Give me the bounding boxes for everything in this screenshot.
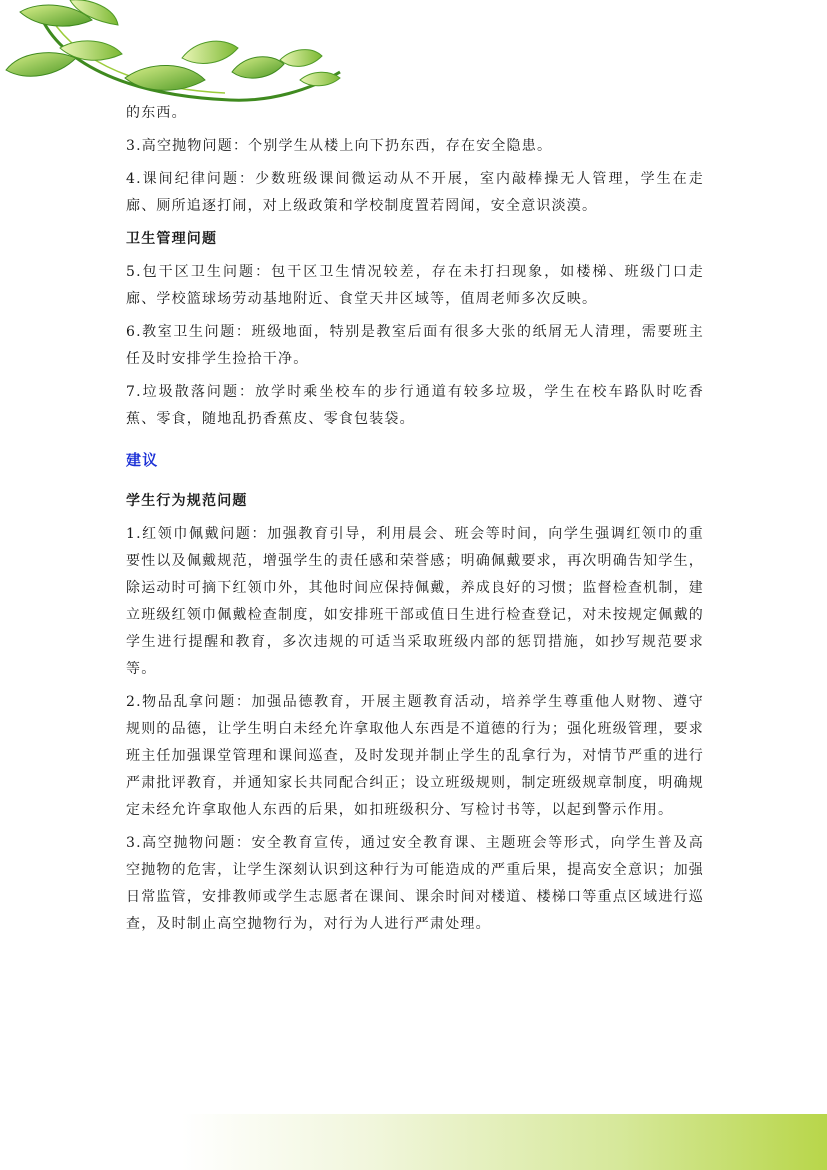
paragraph-recess-discipline: 4.课间纪律问题：少数班级课间微运动从不开展，室内敲棒操无人管理，学生在走廊、厕所追逐打闹，对上级政策和学校制度置若罔闻，安全意识淡漠。 (126, 171, 704, 214)
paragraph-assigned-area-hygiene: 5.包干区卫生问题：包干区卫生情况较差，存在未打扫现象，如楼梯、班级门口走廊、学校篮球场劳动基地附近、食堂天井区域等，值周老师多次反映。 (126, 264, 704, 307)
paragraph-red-scarf-suggestion: 1.红领巾佩戴问题：加强教育引导，利用晨会、班会等时间，向学生强调红领巾的重要性以及佩戴规范，增强学生的责任感和荣誉感；明确佩戴要求，再次明确告知学生，除运动时可摘下红领巾外，其他时间应保持佩戴，养成良好的习惯；监督检查机制，建立班级红领巾佩戴检查制度，如安排班干部或值日生进行检查登记，对未按规定佩戴的学生进行提醒和教育，多次违规的可适当采取班级内部的惩罚措施，如抄写规范要求等。 (126, 526, 704, 677)
paragraph-taking-items-suggestion: 2.物品乱拿问题：加强品德教育，开展主题教育活动，培养学生尊重他人财物、遵守规则的品德，让学生明白未经允许拿取他人东西是不道德的行为；强化班级管理，要求班主任加强课堂管理和课间巡查，及时发现并制止学生的乱拿行为，对情节严重的进行严肃批评教育，并通知家长共同配合纠正；设立班级规则，制定班级规章制度，明确规定未经允许拿取他人东西的后果，如扣班级积分、写检讨书等，以起到警示作用。 (126, 694, 704, 818)
heading-hygiene-management: 卫生管理问题 (126, 231, 218, 247)
section-title-suggestions: 建议 (126, 451, 159, 469)
document-body (126, 100, 704, 944)
footer-gradient-band (0, 1114, 827, 1170)
heading-student-behavior: 学生行为规范问题 (126, 493, 248, 509)
paragraph-high-altitude-suggestion: 3.高空抛物问题：安全教育宣传，通过安全教育课、主题班会等形式，向学生普及高空抛物的危害，让学生深刻认识到这种行为可能造成的严重后果，提高安全意识；加强日常监管，安排教师或学生志愿者在课间、课余时间对楼道、楼梯口等重点区域进行巡查，及时制止高空抛物行为，对行为人进行严肃处理。 (126, 835, 704, 932)
paragraph-classroom-hygiene: 6.教室卫生问题：班级地面，特别是教室后面有很多大张的纸屑无人清理，需要班主任及时安排学生捡拾干净。 (126, 324, 704, 367)
paragraph-litter-scattering: 7.垃圾散落问题：放学时乘坐校车的步行通道有较多垃圾，学生在校车路队时吃香蕉、零食，随地乱扔香蕉皮、零食包装袋。 (126, 384, 704, 427)
paragraph-high-altitude-throwing: 3.高空抛物问题：个别学生从楼上向下扔东西，存在安全隐患。 (126, 138, 553, 154)
paragraph-fragment: 的东西。 (126, 105, 187, 121)
